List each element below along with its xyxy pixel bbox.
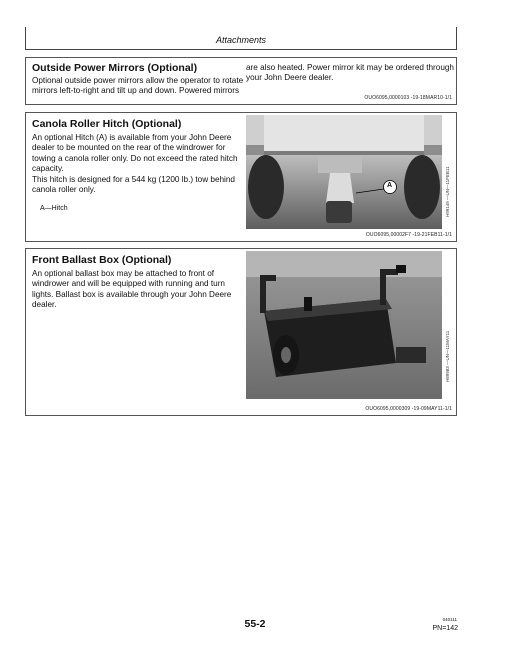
ballast-line: dealer. — [32, 299, 57, 309]
mirrors-title: Outside Power Mirrors (Optional) — [32, 62, 198, 74]
hitch-title: Canola Roller Hitch (Optional) — [32, 118, 182, 130]
ballast-line: windrower and will be equipped with running and turn — [32, 279, 225, 289]
mirrors-body-right — [246, 63, 456, 84]
hitch-legend: A—Hitch — [40, 205, 68, 212]
mirrors-body-right-line: are also heated. Power mirror kit may be ordered through — [246, 63, 454, 72]
footer-date-code: 040111 — [442, 617, 457, 622]
ballast-section — [25, 248, 457, 416]
hitch-line: capacity. — [32, 163, 64, 173]
hitch-paragraph-1 — [32, 133, 250, 174]
hitch-line: dealer to be mounted on the rear of the windrower for — [32, 143, 226, 153]
ballast-figure-code: H89983 —UN—11MAY11 — [445, 330, 450, 382]
ballast-title: Front Ballast Box (Optional) — [32, 254, 172, 266]
mirrors-body-left-line: mirrors left-to-right and tilt up and down. Powered mirrors — [32, 86, 240, 96]
ballast-line: An optional ballast box may be attached to front of — [32, 269, 215, 278]
hitch-callout-a: A — [387, 182, 393, 189]
mirrors-ref-code: OUO6095,0000103 -19-18MAR10-1/1 — [364, 95, 452, 101]
footer-pn: PN=142 — [432, 625, 458, 632]
page-number: 55-2 — [244, 618, 266, 630]
hitch-section — [25, 112, 457, 242]
ballast-line: lights. Ballast box is available through your John Deere — [32, 289, 232, 299]
mirrors-section — [25, 57, 457, 105]
mirrors-body-left-line: Optional outside power mirrors allow the operator to rotate — [32, 76, 244, 85]
running-header: Attachments — [215, 35, 267, 45]
hitch-line: This hitch is designed for a 544 kg (1200 lb.) tow behind — [32, 175, 235, 184]
header-rule — [25, 49, 457, 50]
hitch-photo — [246, 115, 442, 229]
hitch-line: An optional Hitch (A) is available from your John Deere — [32, 133, 232, 142]
hitch-line: canola roller only. — [32, 185, 96, 195]
hitch-line: towing a canola roller only. Do not exceed the rated hitch — [32, 153, 238, 163]
ballast-paragraph — [32, 269, 250, 310]
hitch-figure-code: H99149 —UN—11FEB11 — [445, 166, 450, 217]
mirrors-body-right-line: your John Deere dealer. — [246, 73, 334, 83]
ballast-ref-code: OUO6095,0000309 -19-09MAY11-1/1 — [365, 406, 452, 412]
ballast-photo — [246, 251, 442, 399]
hitch-ref-code: OUO6095,00002F7 -19-21FEB11-1/1 — [365, 232, 452, 238]
mirrors-body-left — [32, 76, 257, 97]
hitch-paragraph-2 — [32, 175, 250, 196]
